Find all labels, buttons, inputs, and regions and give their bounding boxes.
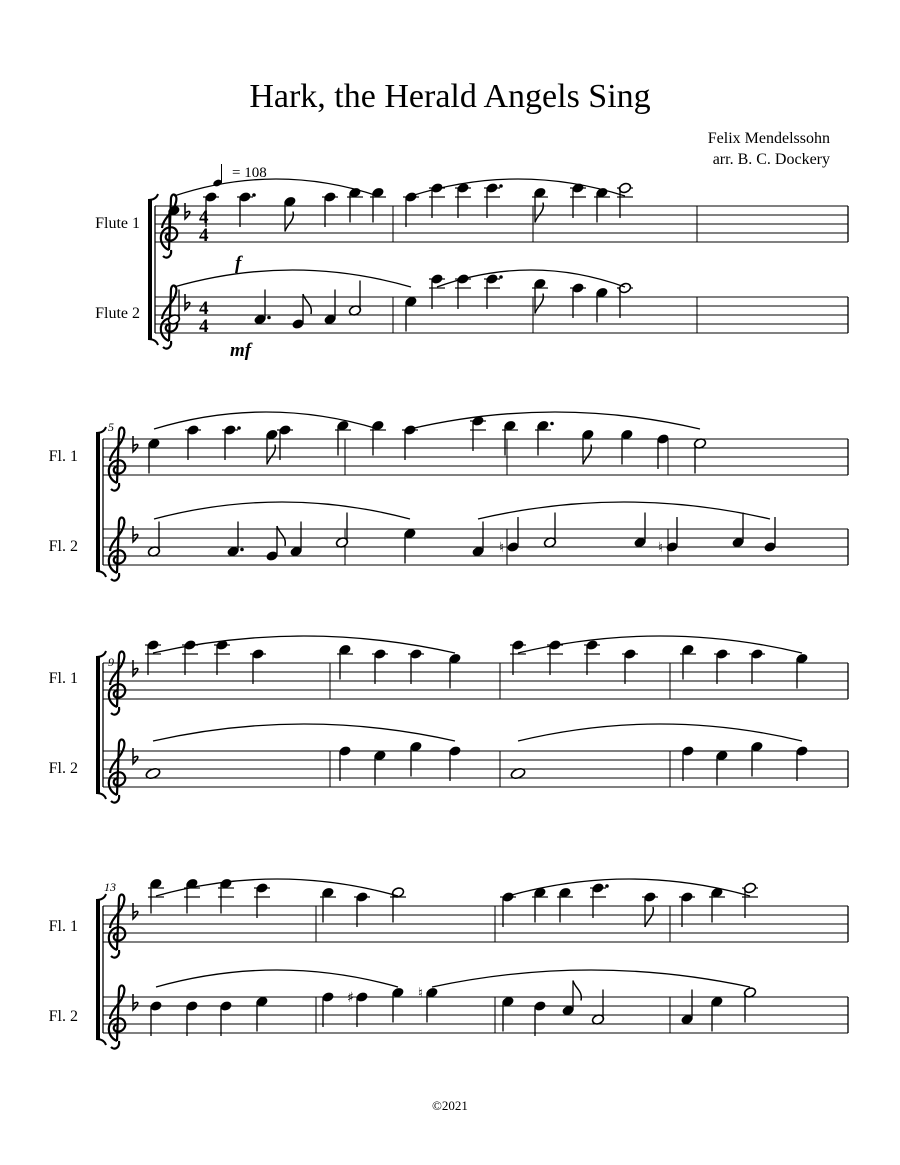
dot xyxy=(550,422,554,426)
slur xyxy=(478,502,770,519)
time-signature: 4 xyxy=(199,298,209,319)
system-bracket xyxy=(148,339,158,345)
slur xyxy=(432,970,750,987)
flat-sign-icon xyxy=(133,903,138,919)
slur xyxy=(154,502,410,519)
treble-clef-icon xyxy=(109,986,125,1049)
dot xyxy=(499,184,503,188)
flat-sign-icon xyxy=(133,994,138,1010)
dynamic-marking: f xyxy=(235,253,242,274)
instrument-label-fl-1: Fl. 1 xyxy=(48,448,78,465)
measure-number: 5 xyxy=(108,420,114,434)
dot xyxy=(237,426,241,430)
dot xyxy=(240,548,244,552)
natural-sign-icon: ♮ xyxy=(418,985,424,1002)
instrument-label-fl-2: Fl. 2 xyxy=(48,760,78,777)
system-bracket xyxy=(148,194,158,200)
treble-clef-icon xyxy=(109,428,125,491)
slur xyxy=(437,270,625,287)
flat-sign-icon xyxy=(185,294,190,310)
copyright-notice: ©2021 xyxy=(432,1098,468,1113)
system-bracket xyxy=(96,427,106,433)
slur xyxy=(518,724,802,741)
slur xyxy=(153,724,455,741)
instrument-label-fl-1: Fl. 1 xyxy=(48,670,78,687)
slur xyxy=(174,179,378,196)
instrument-label-fl-2: Fl. 2 xyxy=(48,1008,78,1025)
dot xyxy=(499,275,503,279)
dot xyxy=(267,316,271,320)
dot xyxy=(252,193,256,197)
treble-clef-icon xyxy=(109,740,125,803)
time-signature: 4 xyxy=(199,316,209,337)
flat-sign-icon xyxy=(185,203,190,219)
time-signature: 4 xyxy=(199,225,209,246)
flat-sign-icon xyxy=(133,526,138,542)
composer-name: Felix Mendelssohn xyxy=(707,130,830,147)
system-bracket xyxy=(96,793,106,799)
slur xyxy=(174,270,411,287)
system-bracket xyxy=(96,894,106,900)
sharp-sign-icon: ♯ xyxy=(347,990,354,1006)
time-signature: 4 xyxy=(199,207,209,228)
slur xyxy=(156,970,398,987)
instrument-label-flute-1: Flute 1 xyxy=(95,215,140,232)
treble-clef-icon xyxy=(109,652,125,715)
dynamic-marking: mf xyxy=(230,340,252,361)
slur xyxy=(411,179,625,196)
page-title: Hark, the Herald Angels Sing xyxy=(249,78,651,115)
instrument-label-fl-2: Fl. 2 xyxy=(48,538,78,555)
treble-clef-icon xyxy=(109,518,125,581)
natural-sign-icon: ♮ xyxy=(658,540,664,556)
system-bracket xyxy=(96,651,106,657)
dot xyxy=(605,884,609,888)
slur xyxy=(410,412,700,429)
measure-number: 9 xyxy=(108,655,114,669)
flat-sign-icon xyxy=(133,436,138,452)
flat-sign-icon xyxy=(133,660,138,676)
instrument-label-flute-2: Flute 2 xyxy=(95,305,140,322)
treble-clef-icon xyxy=(109,895,125,958)
tempo-value: = 108 xyxy=(232,164,267,181)
flat-sign-icon xyxy=(133,748,138,764)
arranger-name: arr. B. C. Dockery xyxy=(712,151,830,168)
system-bracket xyxy=(96,1039,106,1045)
system-bracket xyxy=(96,571,106,577)
instrument-label-fl-1: Fl. 1 xyxy=(48,918,78,935)
slur xyxy=(153,636,455,653)
measure-number: 13 xyxy=(104,880,116,894)
natural-sign-icon: ♮ xyxy=(499,540,505,556)
